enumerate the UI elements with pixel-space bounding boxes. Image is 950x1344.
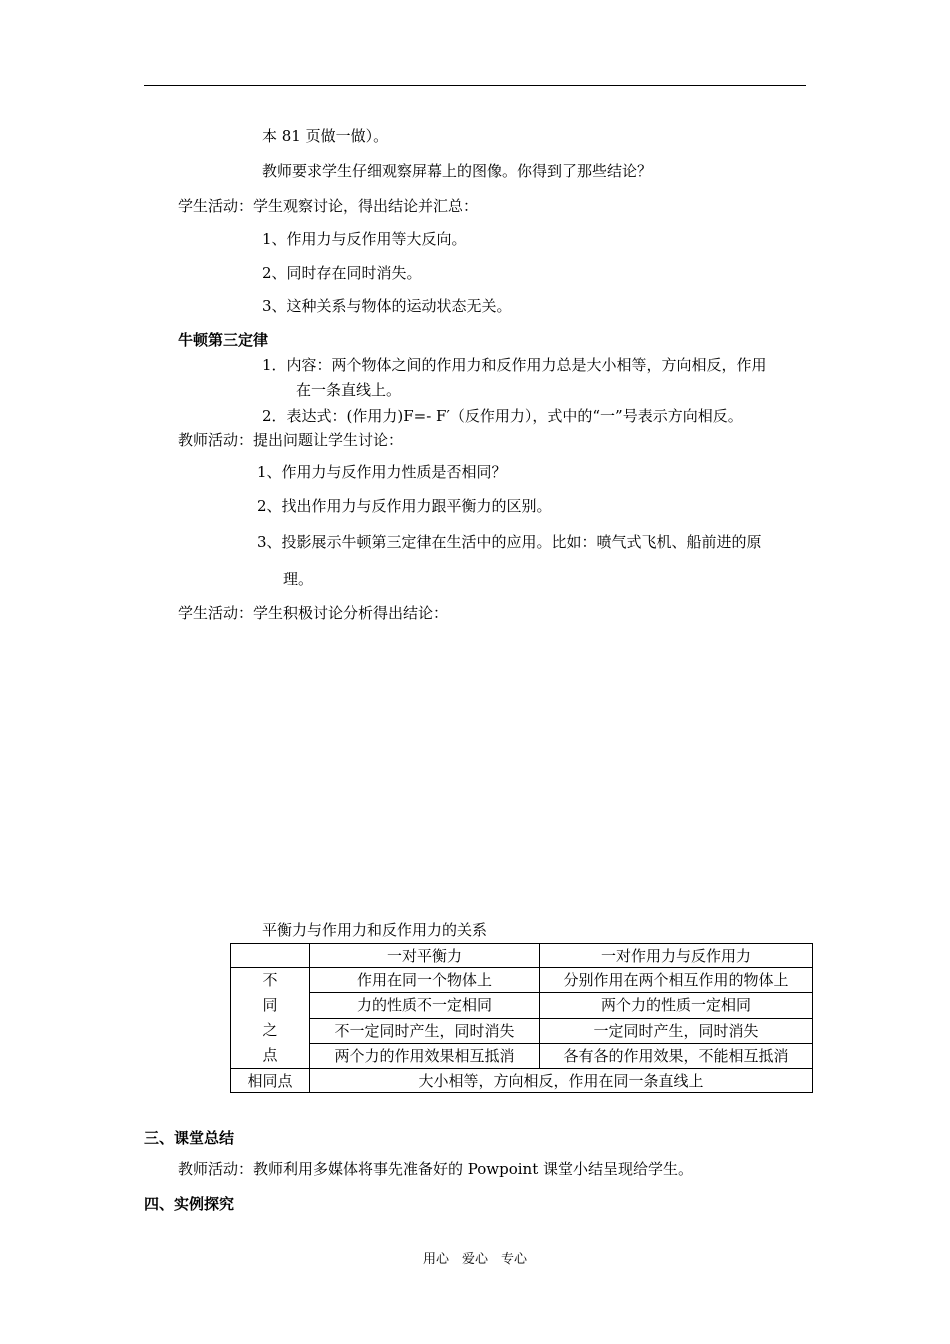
table-cell: 不一定同时产生，同时消失 <box>310 1018 540 1043</box>
section-heading: 牛顿第三定律 <box>178 331 269 349</box>
table-cell: 作用在同一个物体上 <box>310 968 540 993</box>
table-header-cell: 一对作用力与反作用力 <box>540 944 813 968</box>
text-line: 学生活动：学生积极讨论分析得出结论： <box>178 604 449 622</box>
page-footer: 用心 爱心 专心 <box>422 1252 527 1267</box>
text-line: 2．表达式：(作用力)F=- F′（反作用力），式中的“一”号表示方向相反。 <box>262 407 743 425</box>
table-header-cell: 一对平衡力 <box>310 944 540 968</box>
diff-label-char: 不 <box>262 971 278 989</box>
text-line: 理。 <box>283 570 314 588</box>
table-row <box>231 1043 813 1068</box>
same-label-cell: 相同点 <box>231 1069 310 1093</box>
list-item: 1、作用力与反作用力性质是否相同？ <box>257 463 507 481</box>
text-line: 学生活动：学生观察讨论，得出结论并汇总： <box>178 197 479 215</box>
diff-label-char: 同 <box>262 996 278 1014</box>
text-line: 1．内容：两个物体之间的作用力和反作用力总是大小相等，方向相反，作用 <box>262 356 767 374</box>
list-item: 3、这种关系与物体的运动状态无关。 <box>262 297 512 315</box>
section-heading: 三、课堂总结 <box>144 1129 235 1147</box>
table-cell: 分别作用在两个相互作用的物体上 <box>540 968 813 993</box>
text-line: 教师活动：提出问题让学生讨论： <box>178 431 404 449</box>
table-cell: 各有各的作用效果，不能相互抵消 <box>540 1043 813 1068</box>
table-row <box>231 968 813 993</box>
diff-label-char: 之 <box>262 1021 278 1039</box>
list-item: 2、同时存在同时消失。 <box>262 264 422 282</box>
table-row <box>231 1069 813 1093</box>
table-cell: 两个力的作用效果相互抵消 <box>310 1043 540 1068</box>
diff-label-cell <box>231 968 310 1069</box>
same-text-cell: 大小相等，方向相反，作用在同一条直线上 <box>310 1069 813 1093</box>
table-cell: 两个力的性质一定相同 <box>540 993 813 1018</box>
list-item: 2、找出作用力与反作用力跟平衡力的区别。 <box>257 497 552 515</box>
table-caption: 平衡力与作用力和反作用力的关系 <box>262 921 488 939</box>
table-row <box>231 1018 813 1043</box>
list-item: 3、投影展示牛顿第三定律在生活中的应用。比如：喷气式飞机、船前进的原 <box>257 533 762 551</box>
table-corner-cell <box>231 944 310 968</box>
table-row <box>231 993 813 1018</box>
comparison-table <box>230 943 813 1093</box>
section-heading: 四、实例探究 <box>144 1195 235 1213</box>
diff-label-char: 点 <box>262 1046 278 1064</box>
table-cell: 一定同时产生，同时消失 <box>540 1018 813 1043</box>
text-line: 在一条直线上。 <box>296 381 402 399</box>
text-line: 教师要求学生仔细观察屏幕上的图像。你得到了那些结论？ <box>262 162 653 180</box>
table-cell: 力的性质不一定相同 <box>310 993 540 1018</box>
text-line: 本 81 页做一做）。 <box>262 127 389 145</box>
text-line: 教师活动：教师利用多媒体将事先准备好的 Powpoint 课堂小结呈现给学生。 <box>178 1160 694 1178</box>
header-rule <box>144 85 806 86</box>
list-item: 1、作用力与反作用等大反向。 <box>262 230 467 248</box>
table-header-row <box>231 944 813 968</box>
